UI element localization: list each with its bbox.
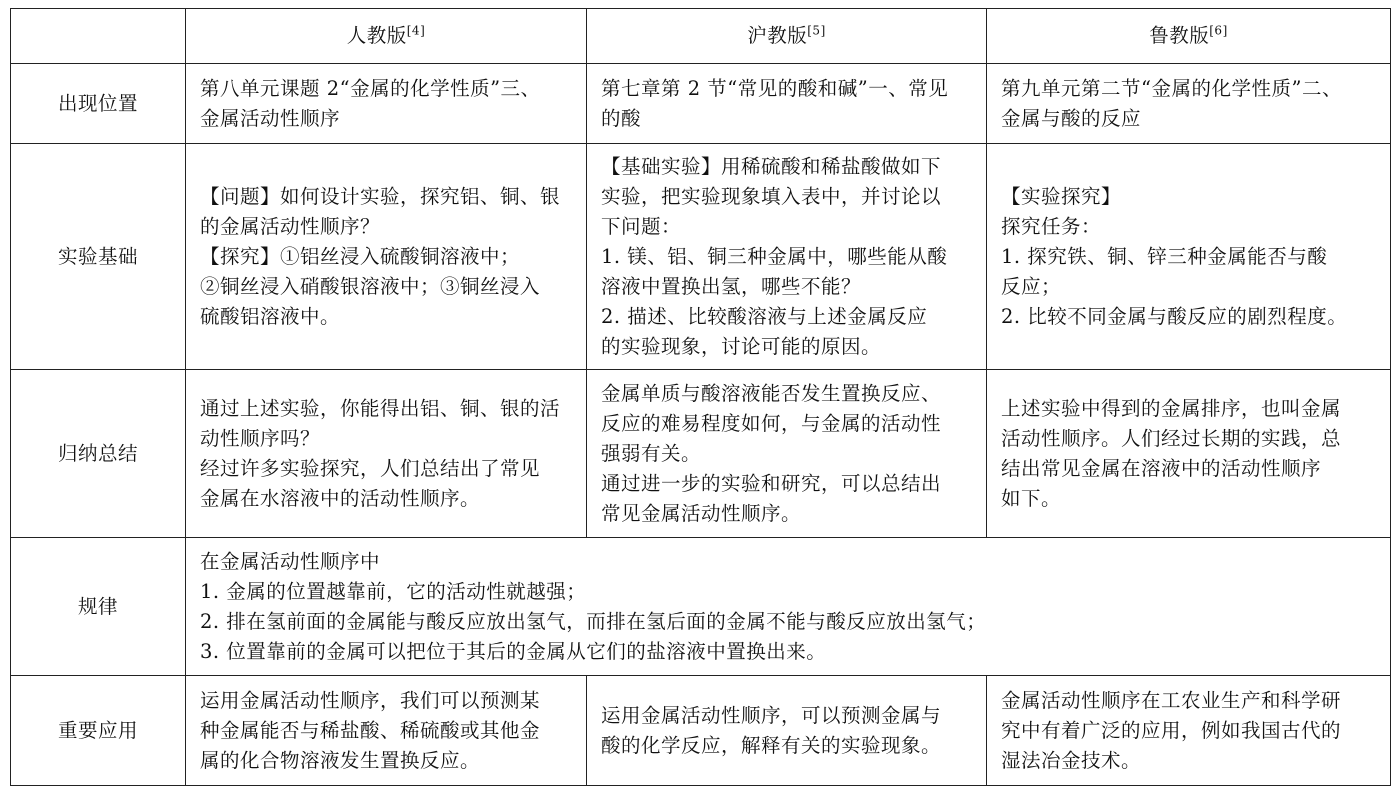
text-line: 的实验现象，讨论可能的原因。 <box>601 334 882 358</box>
text-line: 2. 描述、比较酸溶液与上述金属反应 <box>601 304 928 328</box>
comparison-table <box>10 8 1391 786</box>
text-line: 究中有着广泛的应用，例如我国古代的 <box>1001 718 1342 742</box>
text-line: ②铜丝浸入硝酸银溶液中；③铜丝浸入 <box>200 274 541 298</box>
cell-experiment-lujiao <box>987 144 1391 370</box>
header-renjiao-ref: [4] <box>406 23 426 38</box>
row-label-application: 重要应用 <box>11 676 186 786</box>
text-line: 通过上述实验，你能得出铝、铜、银的活 <box>200 396 561 420</box>
text-line: 下问题： <box>601 214 682 238</box>
text-line: 经过许多实验探究，人们总结出了常见 <box>200 456 541 480</box>
header-hujiao-ref: [5] <box>807 23 826 38</box>
header-lujiao-ref: [6] <box>1209 23 1228 38</box>
text-line: 第八单元课题 2“金属的化学性质”三、 <box>200 76 541 100</box>
header-row <box>11 9 1391 64</box>
text-line: 的酸 <box>601 106 642 130</box>
text-line: 金属活动性顺序 <box>200 106 341 130</box>
text-line: 2. 排在氢前面的金属能与酸反应放出氢气，而排在氢后面的金属不能与酸反应放出氢气； <box>200 609 987 633</box>
header-blank-cell <box>11 9 186 64</box>
text-line: 3. 位置靠前的金属可以把位于其后的金属从它们的盐溶液中置换出来。 <box>200 639 827 663</box>
text-line: 强弱有关。 <box>601 441 702 465</box>
text-line: 金属活动性顺序在工农业生产和科学研 <box>1001 688 1342 712</box>
header-lujiao <box>987 9 1391 64</box>
text-line: 种金属能否与稀盐酸、稀硫酸或其他金 <box>200 718 541 742</box>
text-line: 反应； <box>1001 274 1062 298</box>
text-line: 硫酸铝溶液中。 <box>200 304 341 328</box>
text-line: 如下。 <box>1001 486 1062 510</box>
text-line: 1. 金属的位置越靠前，它的活动性就越强； <box>200 579 587 603</box>
text-line: 属的化合物溶液发生置换反应。 <box>200 748 481 772</box>
cell-position-hujiao <box>587 64 987 144</box>
row-label-experiment: 实验基础 <box>11 144 186 370</box>
text-line: 通过进一步的实验和研究，可以总结出 <box>601 471 942 495</box>
header-hujiao-name: 沪教版 <box>747 24 808 47</box>
header-hujiao <box>587 9 987 64</box>
header-renjiao-name: 人教版 <box>346 24 407 47</box>
row-rule <box>11 538 1391 676</box>
text-line: 第七章第 2 节“常见的酸和碱”一、常见 <box>601 76 949 100</box>
header-renjiao <box>186 9 587 64</box>
text-line: 【基础实验】用稀硫酸和稀盐酸做如下 <box>601 154 942 178</box>
row-label-position: 出现位置 <box>11 64 186 144</box>
text-line: 金属单质与酸溶液能否发生置换反应、 <box>601 381 942 405</box>
cell-application-lujiao <box>987 676 1391 786</box>
row-position <box>11 64 1391 144</box>
text-line: 运用金属活动性顺序，可以预测金属与 <box>601 703 942 727</box>
cell-summary-lujiao <box>987 370 1391 538</box>
text-line: 第九单元第二节“金属的化学性质”二、 <box>1001 76 1342 100</box>
cell-application-hujiao <box>587 676 987 786</box>
text-line: 【问题】如何设计实验，探究铝、铜、银 <box>200 184 561 208</box>
cell-position-lujiao <box>987 64 1391 144</box>
text-line: 金属在水溶液中的活动性顺序。 <box>200 486 481 510</box>
text-line: 溶液中置换出氢，哪些不能？ <box>601 274 862 298</box>
row-summary <box>11 370 1391 538</box>
header-lujiao-name: 鲁教版 <box>1149 24 1210 47</box>
text-line: 1. 镁、铝、铜三种金属中，哪些能从酸 <box>601 244 948 268</box>
text-line: 金属与酸的反应 <box>1001 106 1142 130</box>
text-line: 酸的化学反应，解释有关的实验现象。 <box>601 733 942 757</box>
text-line: 常见金属活动性顺序。 <box>601 501 802 525</box>
text-line: 探究任务： <box>1001 214 1102 238</box>
text-line: 【探究】①铝丝浸入硫酸铜溶液中； <box>200 244 521 268</box>
cell-summary-hujiao <box>587 370 987 538</box>
text-line: 2. 比较不同金属与酸反应的剧烈程度。 <box>1001 304 1348 328</box>
text-line: 1. 探究铁、铜、锌三种金属能否与酸 <box>1001 244 1328 268</box>
text-line: 运用金属活动性顺序，我们可以预测某 <box>200 688 541 712</box>
row-label-summary: 归纳总结 <box>11 370 186 538</box>
row-application <box>11 676 1391 786</box>
text-line: 动性顺序吗？ <box>200 426 321 450</box>
text-line: 湿法冶金技术。 <box>1001 748 1142 772</box>
text-line: 实验，把实验现象填入表中，并讨论以 <box>601 184 942 208</box>
row-experiment <box>11 144 1391 370</box>
text-line: 活动性顺序。人们经过长期的实践，总 <box>1001 426 1342 450</box>
text-line: 上述实验中得到的金属排序，也叫金属 <box>1001 396 1342 420</box>
row-label-rule: 规律 <box>11 538 186 676</box>
text-line: 反应的难易程度如何，与金属的活动性 <box>601 411 942 435</box>
text-line: 的金属活动性顺序？ <box>200 214 381 238</box>
cell-rule <box>186 538 1391 676</box>
cell-experiment-hujiao <box>587 144 987 370</box>
cell-position-renjiao <box>186 64 587 144</box>
text-line: 在金属活动性顺序中 <box>200 549 381 573</box>
text-line: 结出常见金属在溶液中的活动性顺序 <box>1001 456 1322 480</box>
cell-application-renjiao <box>186 676 587 786</box>
cell-experiment-renjiao <box>186 144 587 370</box>
text-line: 【实验探究】 <box>1001 184 1122 208</box>
cell-summary-renjiao <box>186 370 587 538</box>
